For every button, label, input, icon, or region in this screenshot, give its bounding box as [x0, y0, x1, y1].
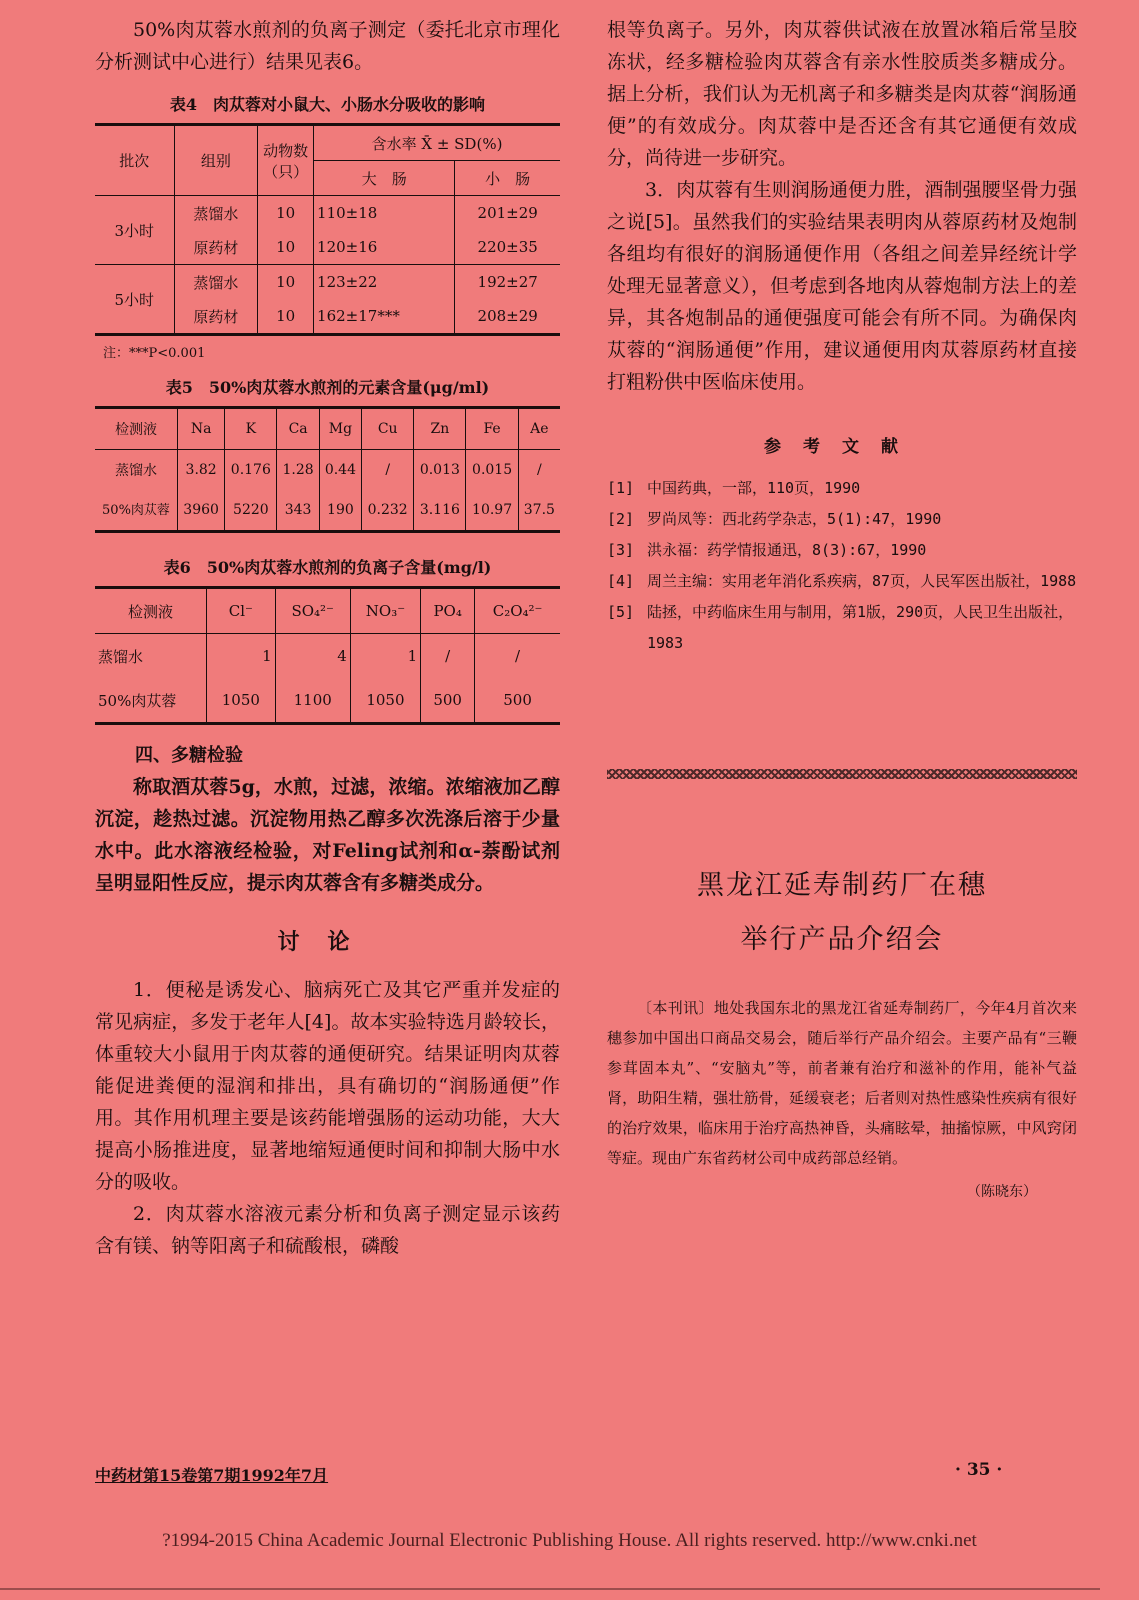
reference-item	[607, 535, 1077, 566]
table6-cell: 500	[475, 678, 560, 724]
table5-header: Ae	[518, 408, 560, 450]
discussion-paragraph-1: 1．便秘是诱发心、脑病死亡及其它严重并发症的常见病症，多发于老年人[4]。故本实验特选月龄较长，体重较大小鼠用于肉苁蓉的通便研究。结果证明肉苁蓉能促进粪便的湿润和排出，具有确切的“润肠通便”作用。其作用机理主要是该药能增强肠的运动功能，大大提高小肠推进度，显著地缩短通便时间和抑制大肠中水分的吸收。	[95, 979, 560, 1193]
table5-header: K	[225, 408, 277, 450]
reference-number: [5]	[607, 603, 635, 621]
table6-header: Cl⁻	[207, 588, 276, 634]
news-author: （陈晓东）	[967, 1184, 1037, 1200]
table5-header: Mg	[319, 408, 361, 450]
table4-cell: 5小时	[114, 290, 155, 309]
table6-cell: /	[421, 634, 475, 679]
table4-cell: 原药材	[174, 230, 258, 265]
table4-cell: 10	[258, 299, 314, 335]
table6-cell: 1	[350, 634, 420, 679]
table5-cell: 0.176	[225, 450, 277, 491]
table5-cell: /	[362, 450, 414, 491]
reference-item	[607, 566, 1077, 597]
table4-header-small: 小 肠	[455, 161, 560, 196]
references-list	[607, 473, 1077, 659]
table5-cell: 蒸馏水	[114, 463, 157, 479]
table6-header: 检测液	[128, 602, 174, 621]
table6-header: C₂O₄²⁻	[475, 588, 560, 634]
news-title-line-2: 举行产品介绍会	[740, 924, 944, 955]
reference-number: [1]	[607, 479, 635, 497]
table5-cell: 10.97	[466, 490, 518, 532]
table5-header: Na	[177, 408, 224, 450]
reference-text: 中国药典，一部，110页，1990	[647, 479, 861, 497]
table4-cell: 192±27	[455, 265, 560, 300]
table6-cell: 1050	[350, 678, 420, 724]
table5-caption: 表5 50%肉苁蓉水煎剂的元素含量(μg/ml)	[165, 378, 490, 397]
table4-header-large: 大 肠	[314, 161, 455, 196]
table6-cell: 蒸馏水	[98, 647, 144, 666]
copyright-notice: ?1994-2015 China Academic Journal Electronic Publishing House. All rights reserved. http://www.cnki.net	[162, 1530, 977, 1551]
table6-cell: 4	[275, 634, 350, 679]
discussion-paragraph-2-start: 2．肉苁蓉水溶液元素分析和负离子测定显示该药含有镁、钠等阳离子和硫酸根，磷酸	[95, 1203, 560, 1257]
table6-header: SO₄²⁻	[275, 588, 350, 634]
table6-header: PO₄	[421, 588, 475, 634]
table6-cell: 1	[207, 634, 276, 679]
table5-cell: 3.82	[177, 450, 224, 491]
table5-cell: 37.5	[518, 490, 560, 532]
section-divider	[607, 769, 1077, 779]
table4-note: 注：***P<0.001	[103, 346, 206, 361]
table4-cell: 10	[258, 230, 314, 265]
table6-cell: /	[475, 634, 560, 679]
table5-header: Cu	[362, 408, 414, 450]
table4-cell: 201±29	[455, 196, 560, 231]
news-body: 〔本刊讯〕地处我国东北的黑龙江省延寿制药厂，今年4月首次来穗参加中国出口商品交易会，随后举行产品介绍会。主要产品有“三鞭参茸固本丸”、“安脑丸”等，前者兼有治疗和滋补的作用，能补气益肾，助阳生精，强壮筋骨，延缓衰老；后者则对热性感染性疾病有很好的治疗效果，临床用于治疗高热神昏，头痛眩晕，抽搐惊厥，中风窍闭等症。现由广东省药材公司中成药部总经销。	[607, 999, 1077, 1167]
table4-cell: 120±16	[314, 230, 455, 265]
discussion-paragraph-2-cont: 根等负离子。另外，肉苁蓉供试液在放置冰箱后常呈胶冻状，经多糖检验肉苁蓉含有亲水性胶质类多糖成分。据上分析，我们认为无机离子和多糖类是肉苁蓉“润肠通便”的有效成分。肉苁蓉中是否还含有其它通便有效成分，尚待进一步研究。	[607, 19, 1077, 169]
table5-cell: 3.116	[414, 490, 466, 532]
discussion-paragraph-3: 3．肉苁蓉有生则润肠通便力胜，酒制强腰坚骨力强之说[5]。虽然我们的实验结果表明肉从蓉原药材及炮制各组均有很好的润肠通便作用（各组之间差异经统计学处理无显著意义），但考虑到各地肉从蓉炮制方法上的差异，其各炮制品的通便强度可能会有所不同。为确保肉苁蓉的“润肠通便”作用，建议通便用肉苁蓉原药材直接打粗粉供中医临床使用。	[607, 179, 1077, 393]
table5-header: Ca	[277, 408, 319, 450]
reference-number: [2]	[607, 510, 635, 528]
discussion-title: 讨论	[277, 929, 378, 955]
bottom-rule	[0, 1588, 1100, 1590]
table6-cell: 500	[421, 678, 475, 724]
table6-cell: 1100	[275, 678, 350, 724]
table5-cell: 0.015	[466, 450, 518, 491]
table5-cell: 0.013	[414, 450, 466, 491]
table5-cell: 0.232	[362, 490, 414, 532]
references-title: 参考文献	[764, 437, 920, 457]
table4-cell: 220±35	[455, 230, 560, 265]
table6-caption: 表6 50%肉苁蓉水煎剂的负离子含量(mg/l)	[163, 558, 492, 577]
table4-cell: 3小时	[95, 196, 174, 265]
table6-cell: 1050	[207, 678, 276, 724]
table5-cell: /	[518, 450, 560, 491]
table4-caption: 表4 肉苁蓉对小鼠大、小肠水分吸收的影响	[169, 95, 486, 114]
table5-cell: 343	[277, 490, 319, 532]
table5-header: Fe	[466, 408, 518, 450]
table4-header-animals: 动物数（只）	[258, 125, 314, 196]
table4-header-group: 组别	[174, 125, 258, 196]
table5-header: 检测液	[114, 422, 157, 438]
table4-cell: 110±18	[314, 196, 455, 231]
table4-cell: 10	[258, 265, 314, 300]
table6-cell: 50%肉苁蓉	[98, 691, 177, 710]
reference-item	[607, 504, 1077, 535]
table4-header-water: 含水率 X̄ ± SD(%)	[314, 125, 560, 161]
table4	[95, 123, 560, 336]
reference-text: 洪永福：药学情报通迅，8(3):67，1990	[647, 541, 927, 559]
table5	[95, 406, 560, 533]
reference-text: 罗尚凤等：西北药学杂志，5(1):47，1990	[647, 510, 942, 528]
table4-header-batch: 批次	[119, 152, 150, 170]
reference-item	[607, 597, 1077, 659]
table5-cell: 0.44	[319, 450, 361, 491]
table4-cell: 123±22	[314, 265, 455, 300]
reference-text: 陆拯，中药临床生用与制用，第1版，290页，人民卫生出版社，1983	[647, 603, 1074, 652]
table5-cell: 5220	[225, 490, 277, 532]
table4-cell: 原药材	[174, 299, 258, 335]
reference-number: [3]	[607, 541, 635, 559]
table5-cell: 50%肉苁蓉	[102, 502, 170, 518]
table6	[95, 586, 560, 725]
table6-header: NO₃⁻	[350, 588, 420, 634]
reference-text: 周兰主编：实用老年消化系疾病，87页，人民军医出版社，1988	[647, 572, 1077, 590]
table5-header: Zn	[414, 408, 466, 450]
news-title	[607, 859, 1077, 967]
table4-cell: 162±17***	[314, 299, 455, 335]
left-column	[95, 14, 560, 1262]
table4-cell: 10	[258, 196, 314, 231]
reference-item	[607, 473, 1077, 504]
news-title-line-1: 黑龙江延寿制药厂在穗	[697, 870, 987, 901]
section4-body: 称取酒苁蓉5g，水煎，过滤，浓缩。浓缩液加乙醇沉淀，趁热过滤。沉淀物用热乙醇多次洗涤后溶于少量水中。此水溶液经检验，对Feling试剂和α-萘酚试剂呈明显阳性反应，提示肉苁蓉含有多糖类成分。	[95, 776, 560, 894]
journal-footer: 中药材第15卷第7期1992年7月	[95, 1466, 329, 1485]
reference-number: [4]	[607, 572, 635, 590]
right-column	[607, 14, 1077, 1201]
table5-cell: 190	[319, 490, 361, 532]
table4-cell: 208±29	[455, 299, 560, 335]
table4-cell: 蒸馏水	[174, 196, 258, 231]
section4-title: 四、多糖检验	[135, 745, 243, 766]
table5-cell: 1.28	[277, 450, 319, 491]
table5-cell: 3960	[177, 490, 224, 532]
intro-paragraph: 50%肉苁蓉水煎剂的负离子测定（委托北京市理化分析测试中心进行）结果见表6。	[95, 19, 560, 73]
table4-cell: 蒸馏水	[174, 265, 258, 300]
page-number: · 35 ·	[955, 1460, 1003, 1480]
